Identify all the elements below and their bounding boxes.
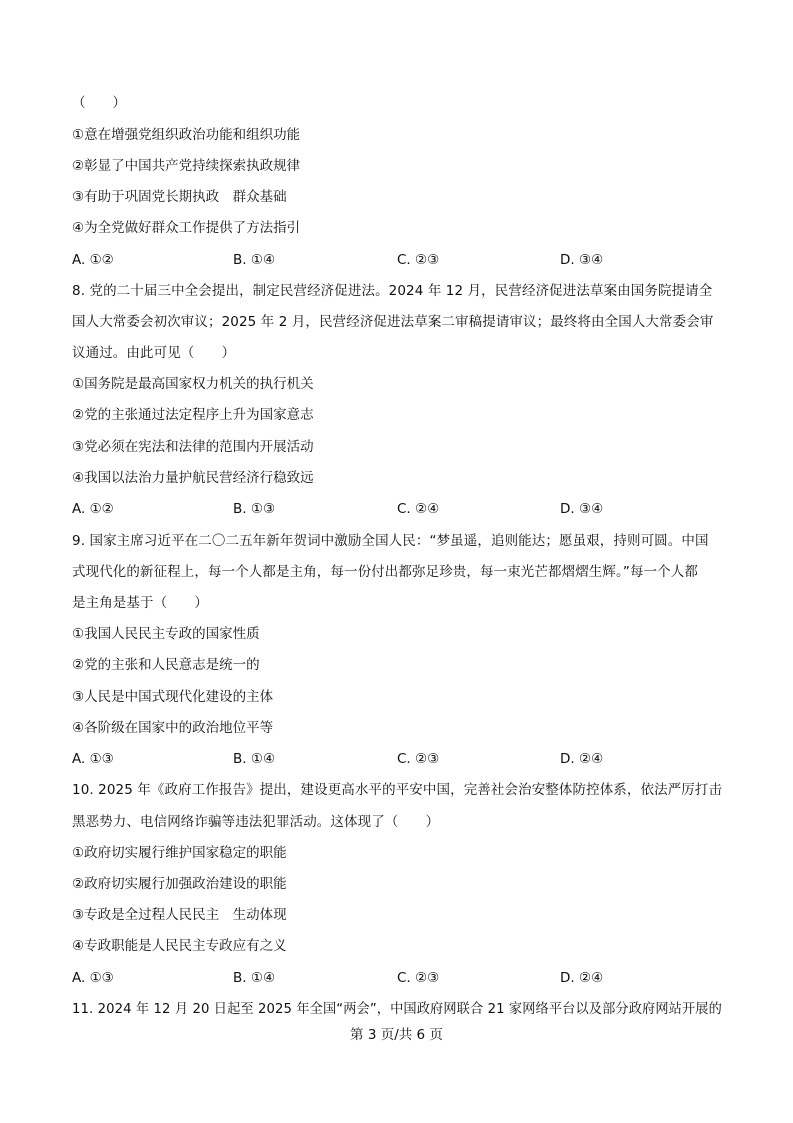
q7-statement-2: ②彰显了中国共产党持续探索执政规律 (72, 158, 301, 174)
q8-option-c: C. ②④ (397, 501, 440, 517)
q8-stem-line-1: 8. 党的二十届三中全会提出，制定民营经济促进法。2024 年 12 月，民营经济促进法草案由国务院提请全 (72, 283, 713, 299)
q8-option-b: B. ①③ (233, 501, 276, 517)
q9-option-d: D. ②④ (560, 751, 604, 767)
q8-stem-line-2: 国人大常委会初次审议；2025 年 2 月，民营经济促进法草案二审稿提请审议；最终将由全国人大常委会审 (72, 314, 714, 330)
q9-option-a: A. ①③ (72, 751, 114, 767)
q8-statement-4: ④我国以法治力量护航民营经济行稳致远 (72, 470, 314, 486)
q9-statement-3: ③人民是中国式现代化建设的主体 (72, 689, 274, 705)
q8-statement-1: ①国务院是最高国家权力机关的执行机关 (72, 376, 314, 392)
q9-stem-line-1: 9. 国家主席习近平在二〇二五年新年贺词中激励全国人民：“梦虽遥，追则能达；愿虽艰，持则可圆。中国 (72, 533, 709, 549)
q7-statement-4: ④为全党做好群众工作提供了方法指引 (72, 220, 301, 236)
q10-option-c: C. ②③ (397, 970, 440, 986)
q10-statement-1: ①政府切实履行维护国家稳定的职能 (72, 845, 287, 861)
q9-statement-2: ②党的主张和人民意志是统一的 (72, 657, 260, 673)
q10-options (72, 969, 712, 987)
q10-stem-line-1: 10. 2025 年《政府工作报告》提出，建设更高水平的平安中国，完善社会治安整体防控体系，依法严厉打击 (72, 782, 723, 798)
q9-stem-line-3: 是主角是基于（ ） (72, 595, 208, 611)
q11-stem-line-1: 11. 2024 年 12 月 20 日起至 2025 年全国“两会”，中国政府网联合 21 家网络平台以及部分政府网站开展的 (72, 1001, 722, 1017)
q9-option-b: B. ①④ (233, 751, 276, 767)
q7-statement-1: ①意在增强党组织政治功能和组织功能 (72, 127, 301, 143)
q7-option-d: D. ③④ (560, 252, 604, 268)
q8-options (72, 500, 712, 518)
q10-option-a: A. ①③ (72, 970, 114, 986)
q10-statement-3: ③专政是全过程人民民主 生动体现 (72, 907, 287, 923)
q8-statement-3: ③党必须在宪法和法律的范围内开展活动 (72, 439, 314, 455)
q8-option-d: D. ③④ (560, 501, 604, 517)
q9-statement-4: ④各阶级在国家中的政治地位平等 (72, 720, 274, 736)
q7-option-b: B. ①④ (233, 252, 276, 268)
q8-stem-line-3: 议通过。由此可见（ ） (72, 345, 236, 361)
q7-options (72, 251, 712, 269)
q7-statement-3: ③有助于巩固党长期执政 群众基础 (72, 189, 287, 205)
q10-stem-line-2: 黑恶势力、电信网络诈骗等违法犯罪活动。这体现了（ ） (72, 814, 440, 830)
q9-statement-1: ①我国人民民主专政的国家性质 (72, 626, 260, 642)
q10-option-b: B. ①④ (233, 970, 276, 986)
q10-statement-2: ②政府切实履行加强政治建设的职能 (72, 876, 287, 892)
q9-options (72, 750, 712, 768)
q7-option-c: C. ②③ (397, 252, 440, 268)
q9-option-c: C. ②③ (397, 751, 440, 767)
q10-option-d: D. ②④ (560, 970, 604, 986)
q9-stem-line-2: 式现代化的新征程上，每一个人都是主角，每一份付出都弥足珍贵，每一束光芒都熠熠生辉。”每一个人都 (72, 564, 698, 580)
q10-statement-4: ④专政职能是人民民主专政应有之义 (72, 938, 287, 954)
q7-option-a: A. ①② (72, 252, 114, 268)
page-number-footer: 第 3 页/共 6 页 (350, 1027, 443, 1043)
q7-stem-end: （ ） (72, 95, 126, 111)
q8-option-a: A. ①② (72, 501, 114, 517)
q8-statement-2: ②党的主张通过法定程序上升为国家意志 (72, 407, 314, 423)
